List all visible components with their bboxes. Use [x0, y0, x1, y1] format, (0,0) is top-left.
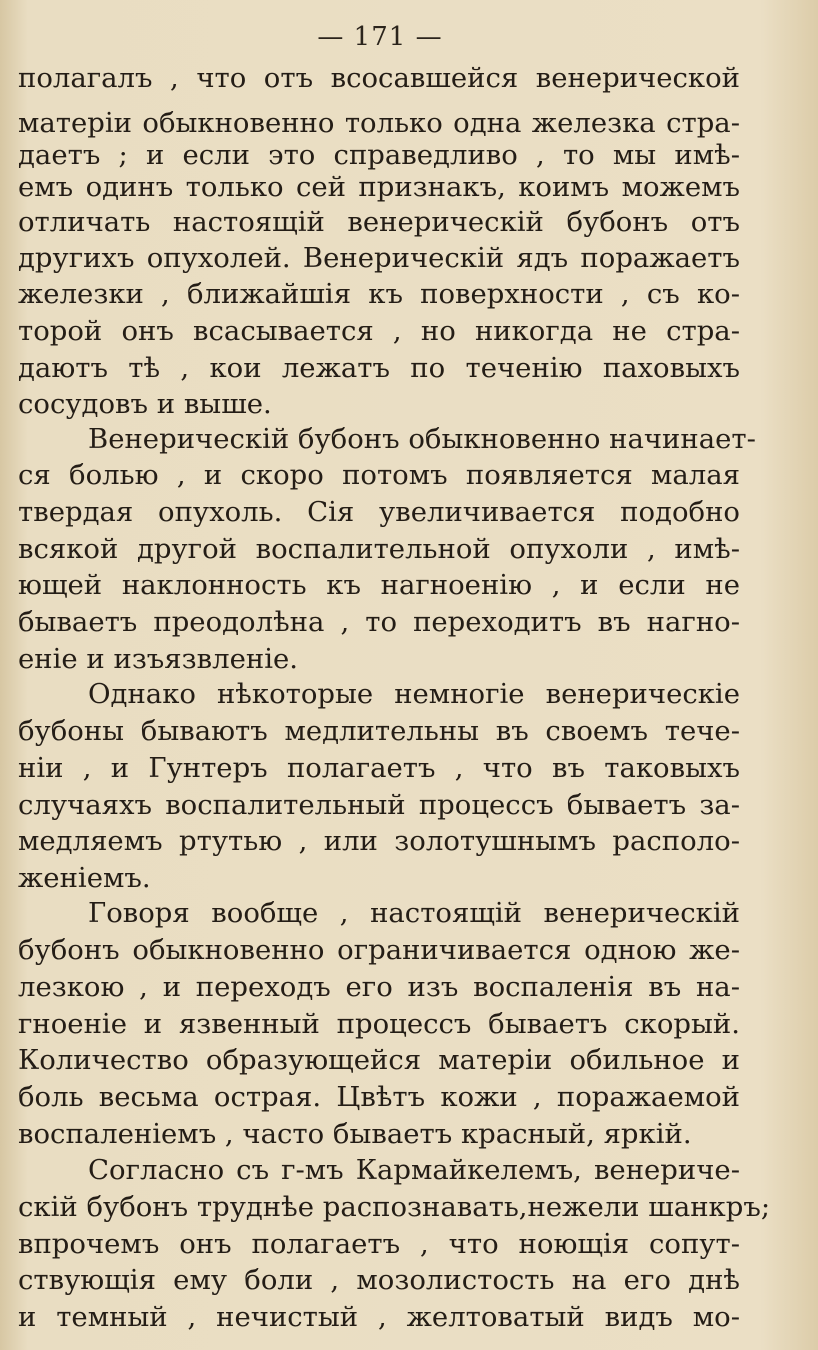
text-line: даетъ ; и если это справедливо , то мы имѣ- [18, 139, 740, 171]
text-line: емъ одинъ только сей признакъ, коимъ можемъ [18, 171, 740, 203]
text-line: Количество образующейся матеріи обильное и [18, 1044, 740, 1076]
text-line: лезкою , и переходъ его изъ воспаленія въ на- [18, 971, 740, 1003]
text-line: ющей наклонность къ нагноенію , и если не [18, 569, 740, 601]
text-line: скій бубонъ труднѣе распознавать,нежели шанкръ; [18, 1191, 771, 1223]
text-line: Согласно съ г-мъ Кармайкелемъ, венериче- [88, 1154, 740, 1186]
text-line: Говоря вообще , настоящій венерическій [88, 897, 740, 929]
text-line: железки , ближайшія къ поверхности , съ ко- [18, 278, 740, 310]
text-line: Венерическій бубонъ обыкновенно начинает- [88, 423, 756, 455]
text-line: еніе и изъязвленіе. [18, 643, 299, 675]
text-line: ствующія ему боли , мозолистость на его днѣ [18, 1264, 740, 1296]
text-line: воспаленіемъ , часто бываетъ красный, яркій. [18, 1118, 692, 1150]
text-line: случаяхъ воспалительный процессъ бываетъ за- [18, 789, 740, 821]
text-line: Однако нѣкоторые немногіе венерическіе [88, 678, 740, 710]
text-line: боль весьма острая. Цвѣтъ кожи , поражаемой [18, 1081, 740, 1113]
text-line: отличать настоящій венерическій бубонъ отъ [18, 206, 740, 238]
page-number: — 171 — [317, 22, 443, 52]
text-line: медляемъ ртутью , или золотушнымъ располо- [18, 825, 740, 857]
text-line: торой онъ всасывается , но никогда не стра- [18, 315, 740, 347]
text-line: всякой другой воспалительной опухоли , имѣ- [18, 533, 740, 565]
text-line: женіемъ. [18, 862, 151, 894]
text-line: твердая опухоль. Сія увеличивается подобно [18, 496, 740, 528]
text-line: сосудовъ и выше. [18, 388, 272, 420]
text-line: бываетъ преодолѣна , то переходитъ въ нагно- [18, 606, 740, 638]
text-line: и темный , нечистый , желтоватый видъ мо- [18, 1301, 740, 1333]
text-line: даютъ тѣ , кои лежатъ по теченію паховыхъ [18, 352, 740, 384]
text-line: другихъ опухолей. Венерическій ядъ поражаетъ [18, 242, 740, 274]
text-line: бубонъ обыкновенно ограничивается одною же- [18, 934, 740, 966]
text-line: полагалъ , что отъ всосавшейся венерической [18, 62, 740, 94]
text-line: гноеніе и язвенный процессъ бываетъ скорый. [18, 1008, 740, 1040]
text-line: ся болью , и скоро потомъ появляется малая [18, 459, 740, 491]
text-line: впрочемъ онъ полагаетъ , что ноющія сопут- [18, 1228, 740, 1260]
text-line: бубоны бываютъ медлительны въ своемъ тече- [18, 715, 740, 747]
text-line: матеріи обыкновенно только одна железка стра- [18, 107, 740, 139]
text-line: ніи , и Гунтеръ полагаетъ , что въ таковыхъ [18, 752, 740, 784]
